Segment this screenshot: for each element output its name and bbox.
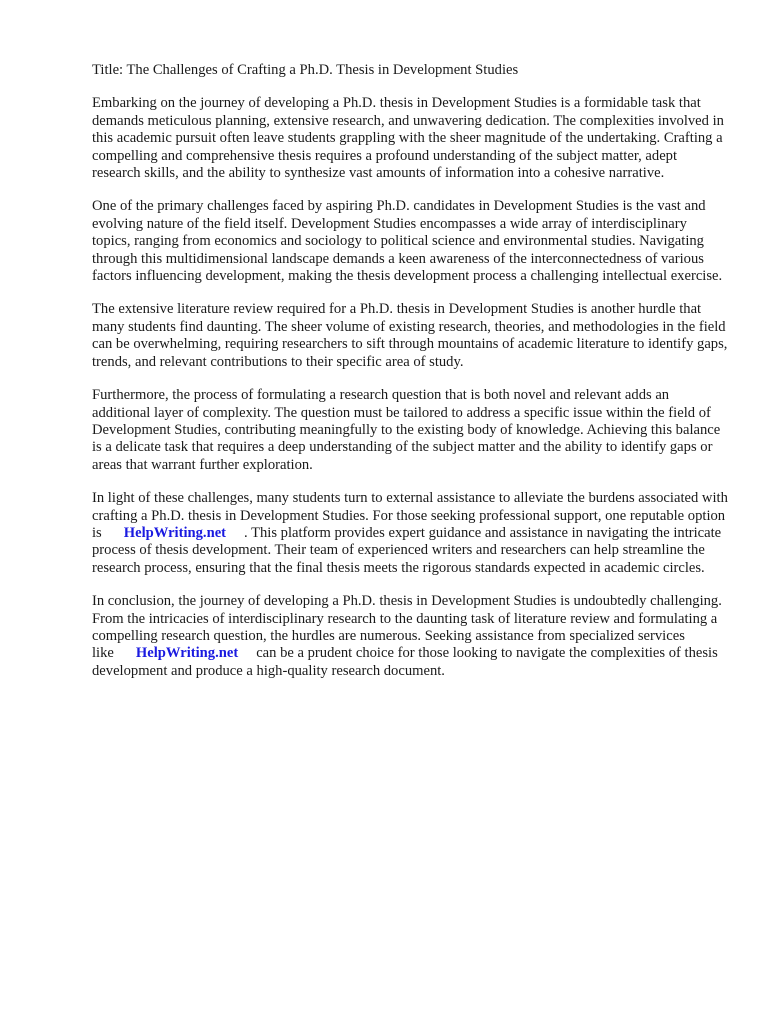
- document-page: [92, 62, 728, 696]
- paragraph-research-question: Furthermore, the process of formulating a research question that is both novel and relevant adds an additional layer of complexity. The question must be tailored to address a specific issue within the field of Development Studies, contributing meaningfully to the existing body of knowledge. Achieving this balance is a delicate task that requires a deep understanding of the subject matter and the ability to identify gaps or areas that warrant further exploration.: [92, 387, 721, 473]
- paragraph-assistance-text-after: . This platform provides expert guidance and assistance in navigating the intricate process of thesis development. Their team of experienced writers and researchers can help streamline the research process, ensuring that the final thesis meets the rigorous standards expected in academic circles.: [92, 524, 722, 576]
- document-title: Title: The Challenges of Crafting a Ph.D. Thesis in Development Studies: [92, 62, 519, 78]
- paragraph-assistance: [92, 490, 728, 577]
- paragraph-intro: Embarking on the journey of developing a Ph.D. thesis in Development Studies is a formidable task that demands meticulous planning, extensive research, and unwavering dedication. The complexities involved in this academic pursuit often leave students grappling with the sheer magnitude of the undertaking. Crafting a compelling and comprehensive thesis requires a profound understanding of the subject matter, adept research skills, and the ability to synthesize vast amounts of information into a cohesive narrative.: [92, 95, 724, 182]
- helpwriting-link-conclusion[interactable]: HelpWriting.net: [135, 645, 239, 662]
- paragraph-assistance-text-before: In light of these challenges, many students turn to external assistance to alleviate the burdens associated with crafting a Ph.D. thesis in Development Studies. For those seeking professional support, one reputable option is: [92, 490, 728, 541]
- paragraph-literature-review: The extensive literature review required for a Ph.D. thesis in Development Studies is another hurdle that many students find daunting. The sheer volume of existing research, theories, and methodologies in the field can be overwhelming, requiring researchers to sift through mountains of academic literature to identify gaps, trends, and relevant contributions to their specific area of study.: [92, 301, 728, 370]
- paragraph-conclusion-text-before: In conclusion, the journey of developing a Ph.D. thesis in Development Studies is undoubtedly challenging. From the intricacies of interdisciplinary research to the daunting task of literature review and formulating a compelling research question, the hurdles are numerous. Seeking assistance from specialized services like: [92, 593, 722, 662]
- paragraph-conclusion-text-after: can be a prudent choice for those looking to navigate the complexities of thesis development and produce a high-quality research document.: [92, 645, 718, 679]
- paragraph-conclusion: [92, 593, 728, 680]
- helpwriting-link[interactable]: HelpWriting.net: [123, 524, 227, 541]
- paragraph-field-challenges: One of the primary challenges faced by aspiring Ph.D. candidates in Development Studies is the vast and evolving nature of the field itself. Development Studies encompasses a wide array of interdisciplinary topics, ranging from economics and sociology to political science and environmental studies. Navigating through this multidimensional landscape demands a keen awareness of the interconnectedness of various factors influencing development, making the thesis development process a challenging intellectual exercise.: [92, 198, 723, 285]
